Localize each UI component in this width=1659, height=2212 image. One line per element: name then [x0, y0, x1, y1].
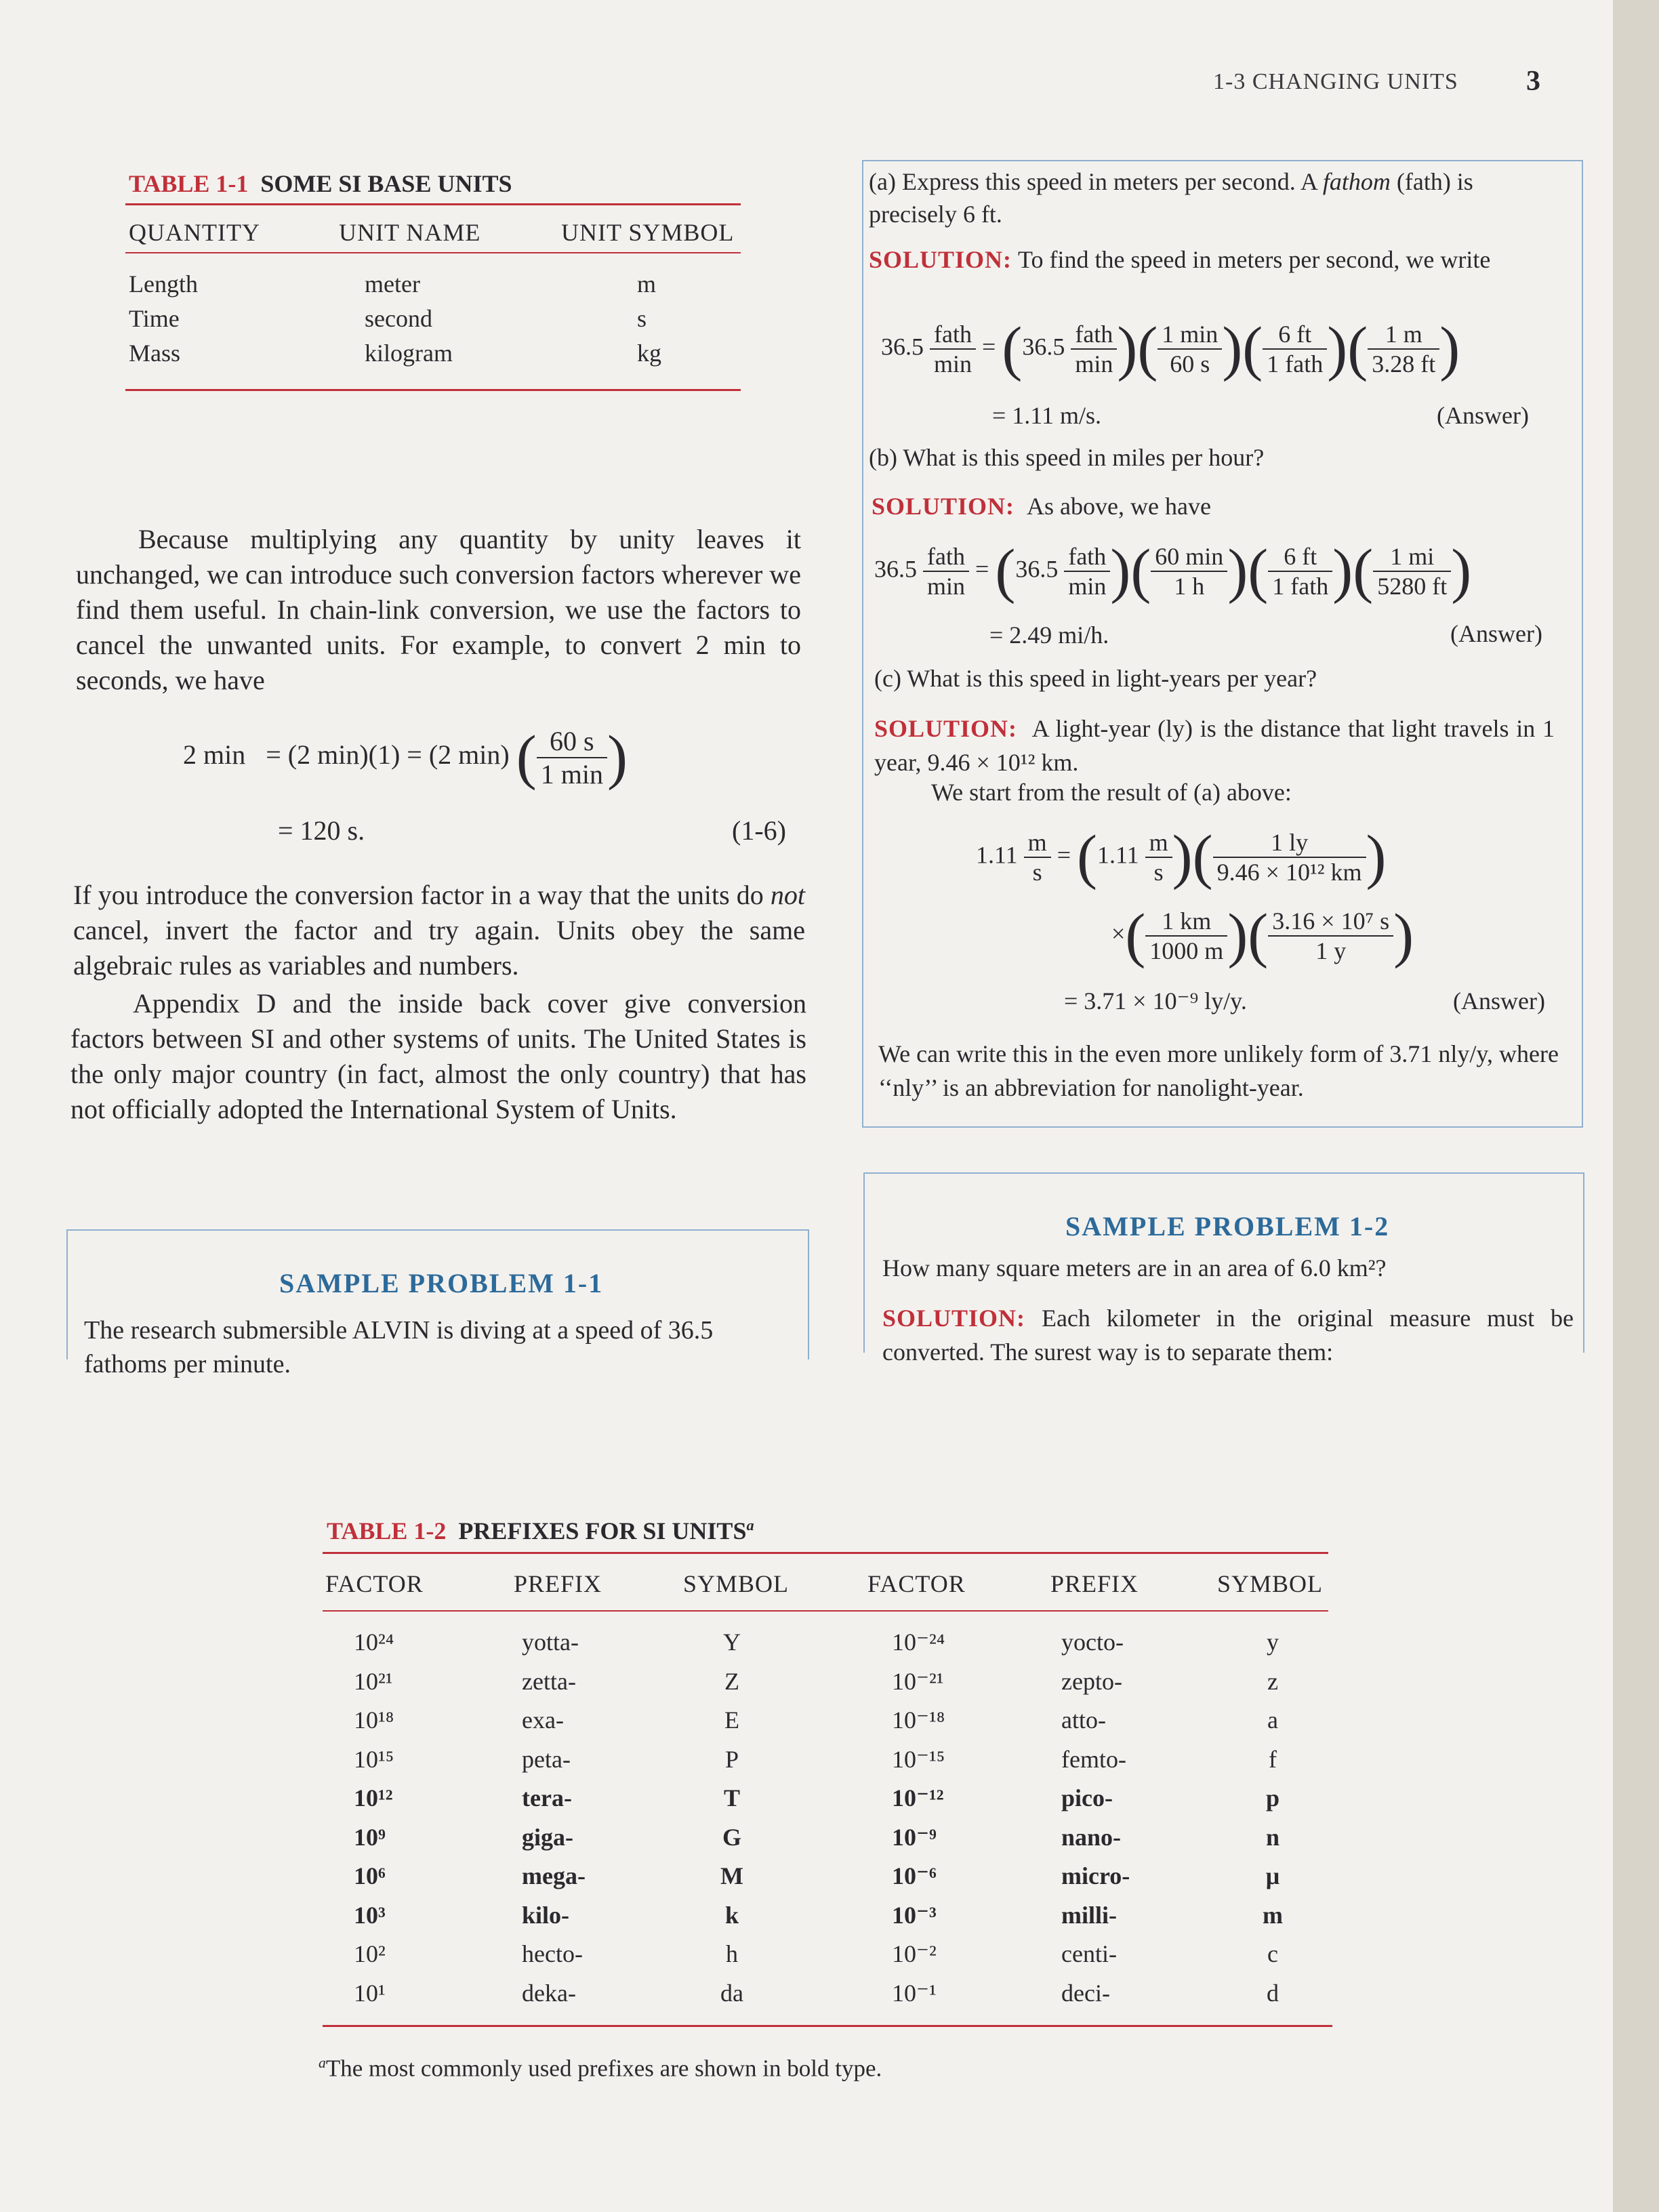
table-cell: n — [1265, 1823, 1280, 1851]
table-cell: d — [1267, 1979, 1279, 2007]
part-c-note: We can write this in the even more unlikely form of 3.71 nly/y, where ‘‘nly’’ is an abbreviation for nanolight-year. — [878, 1040, 1559, 1101]
table-cell: 10² — [354, 1940, 386, 1967]
table-cell: 10²⁴ — [354, 1629, 394, 1656]
table-cell: 10⁻¹⁵ — [892, 1745, 945, 1773]
part-b-question: (b) What is this speed in miles per hour? — [869, 444, 1265, 471]
table-cell: giga- — [522, 1823, 573, 1851]
equation-result: = 120 s. — [278, 815, 365, 846]
table-cell: μ — [1265, 1862, 1280, 1889]
sample-problem-title: SAMPLE PROBLEM 1-1 — [279, 1268, 604, 1298]
table-label: TABLE 1-2 — [327, 1517, 447, 1544]
table-cell: yotta- — [522, 1629, 579, 1656]
sample-problem-text: The research submersible ALVIN is diving at a speed of 36.5 fathoms per minute. — [84, 1316, 714, 1378]
table-cell: 10⁻³ — [892, 1901, 937, 1929]
table-cell: m — [637, 270, 657, 298]
table-cell: hecto- — [522, 1940, 583, 1967]
table-cell: pico- — [1061, 1784, 1113, 1811]
table-cell: p — [1265, 1784, 1280, 1811]
table-cell: Z — [724, 1667, 739, 1695]
table-cell: 10⁻²⁴ — [892, 1629, 945, 1656]
table-cell: meter — [365, 270, 420, 298]
table-cell: 10⁻⁹ — [892, 1823, 937, 1851]
table-cell: deci- — [1061, 1979, 1110, 2007]
column-header: FACTOR — [867, 1570, 966, 1597]
table-cell: s — [637, 305, 647, 332]
page-number: 3 — [1526, 66, 1540, 97]
column-header: PREFIX — [1050, 1570, 1139, 1597]
table-cell: z — [1267, 1667, 1278, 1695]
table-cell: zepto- — [1061, 1667, 1122, 1695]
answer-label: (Answer) — [1453, 987, 1545, 1015]
table-cell: 10⁻¹² — [892, 1784, 944, 1811]
table-cell: 10⁻⁶ — [892, 1862, 937, 1889]
part-c-solution: SOLUTION: A light-year (ly) is the distance that light travels in 1 year, 9.46 × 10¹² km. — [874, 715, 1555, 776]
table-cell: 10⁻² — [892, 1940, 937, 1967]
table-cell: G — [722, 1823, 742, 1851]
answer-label: (Answer) — [1450, 620, 1542, 647]
table-cell: 10¹⁵ — [354, 1745, 394, 1773]
table-cell: centi- — [1061, 1940, 1117, 1967]
table-cell: da — [720, 1979, 743, 2007]
table-cell: kilogram — [365, 340, 453, 367]
part-c-question: (c) What is this speed in light-years per year? — [874, 665, 1317, 692]
table-cell: 10²¹ — [354, 1667, 393, 1695]
equation-1-6: 2 min = (2 min)(1) = (2 min) ( $\frac{60 s}{1 \min}$ ) — [183, 724, 628, 791]
table-cell: f — [1269, 1745, 1277, 1773]
column-header: PREFIX — [514, 1570, 602, 1597]
part-a-question: (a) Express this speed in meters per second. A fathom (fath) is precisely 6 ft. — [869, 168, 1473, 228]
table-1-2-caption: TABLE 1-2 PREFIXES FOR SI UNITS$^a$ — [327, 1517, 754, 1544]
table-cell: kilo- — [522, 1901, 570, 1929]
table-cell: zetta- — [522, 1667, 576, 1695]
table-cell: 10⁻¹⁸ — [892, 1706, 945, 1734]
equation-result: = 1.11 m/s. — [992, 402, 1101, 429]
table-rule — [125, 252, 741, 253]
table-cell: milli- — [1061, 1901, 1117, 1929]
table-cell: 10¹² — [354, 1784, 393, 1811]
equation-part-c: 1.11 $\frac{m}{s}$ = (1.11 $\frac{m}{s}$ )( $\frac{1 ly}{\text{9.46 × 10¹² km}}$ ) — [976, 823, 1387, 890]
table-cell: c — [1267, 1940, 1278, 1967]
table-cell: P — [724, 1745, 739, 1773]
equation-result: = 3.71 × 10⁻⁹ ly/y. — [1064, 987, 1247, 1015]
table-cell: deka- — [522, 1979, 576, 2007]
part-b-solution: SOLUTION: As above, we have — [872, 493, 1211, 520]
table-cell: atto- — [1061, 1706, 1106, 1734]
sample-problem-question: How many square meters are in an area of 6.0 km²? — [882, 1254, 1387, 1282]
table-cell: E — [724, 1706, 739, 1734]
table-cell: 10⁹ — [354, 1823, 386, 1851]
table-cell: tera- — [522, 1784, 572, 1811]
table-cell: h — [726, 1940, 738, 1967]
table-cell: y — [1267, 1629, 1279, 1656]
table-cell: k — [724, 1901, 739, 1929]
column-header: UNIT NAME — [339, 219, 481, 246]
table-cell: 10⁻²¹ — [892, 1667, 944, 1695]
answer-label: (Answer) — [1437, 402, 1529, 429]
table-cell: nano- — [1061, 1823, 1122, 1851]
table-cell: T — [723, 1784, 741, 1811]
equation-result: = 2.49 mi/h. — [989, 621, 1109, 649]
table-title: SOME SI BASE UNITS — [260, 170, 512, 197]
table-cell: kg — [637, 340, 661, 367]
table-cell: Time — [129, 305, 180, 332]
running-header: 1-3 CHANGING UNITS — [1213, 69, 1458, 94]
table-cell: Mass — [129, 340, 181, 367]
paragraph: If you introduce the conversion factor in a way that the units do not cancel, invert the factor and try again. Units obey the same algebraic rules as variables and numbers. — [73, 880, 805, 981]
part-a-solution: SOLUTION: To find the speed in meters per second, we write — [869, 246, 1491, 273]
equation-number: (1-6) — [732, 815, 786, 846]
table-cell: Length — [129, 270, 198, 298]
equation-part-a: 36.5 $\frac{\text{fath}}{\min}$ = (36.5 $\frac{\text{fath}}{\min}$ )( $\frac{1 \min}{60 s}$ )( $\frac{6 ft}{\text{1 fath}}$ )( $\frac{1 m}{3.28 ft}$ ) — [881, 315, 1460, 382]
part-c-start: We start from the result of (a) above: — [931, 779, 1292, 806]
table-rule — [323, 1552, 1328, 1554]
table-cell: M — [720, 1862, 743, 1889]
table-1-1-caption — [129, 169, 512, 198]
column-header: FACTOR — [325, 1570, 424, 1597]
sample-problem-title: SAMPLE PROBLEM 1-2 — [1065, 1211, 1390, 1242]
table-cell: Y — [723, 1629, 741, 1656]
table-label: TABLE 1-1 — [129, 170, 249, 197]
table-footnote: $^a$The most commonly used prefixes are shown in bold type. — [319, 2055, 882, 2082]
table-cell: 10⁻¹ — [892, 1979, 937, 2007]
table-cell: peta- — [522, 1745, 571, 1773]
table-rule — [125, 389, 741, 391]
table-rule — [323, 2025, 1332, 2027]
equation-part-b: 36.5 $\frac{\text{fath}}{\min}$ = (36.5 $\frac{\text{fath}}{\min}$ )( $\frac{60 \min}{1 h}$ )( $\frac{6 ft}{\text{1 fath}}$ )( $\frac{1 mi}{5280 ft}$ ) — [874, 537, 1472, 605]
table-cell: 10³ — [354, 1901, 386, 1929]
table-cell: yocto- — [1061, 1629, 1124, 1656]
table-rule — [323, 1610, 1328, 1612]
column-header: SYMBOL — [683, 1570, 790, 1597]
equation-part-c-line2: ×( $\frac{1 km}{1000 m}$ )( $\frac{\text{3.16 × 10⁷ s}}{1 y}$ ) — [1111, 902, 1414, 969]
table-cell: exa- — [522, 1706, 564, 1734]
table-rule — [125, 203, 741, 205]
table-cell: micro- — [1061, 1862, 1130, 1889]
table-cell: second — [365, 305, 432, 332]
table-cell: m — [1263, 1901, 1283, 1929]
table-cell: 10¹ — [354, 1979, 386, 2007]
paragraph: Appendix D and the inside back cover give conversion factors between SI and other systems of units. The United States is the only major country (in fact, almost the only country) that has not officially adopted the International System of Units. — [70, 988, 806, 1124]
table-title: PREFIXES FOR SI UNITS — [458, 1517, 747, 1544]
table-cell: 10⁶ — [354, 1862, 386, 1889]
table-cell: a — [1267, 1706, 1278, 1734]
table-cell: femto- — [1061, 1745, 1126, 1773]
sample-problem-solution: SOLUTION: Each kilometer in the original measure must be converted. The surest way is to separate them: — [882, 1305, 1574, 1366]
column-header: SYMBOL — [1217, 1570, 1324, 1597]
column-header: QUANTITY — [129, 219, 260, 246]
paragraph: Because multiplying any quantity by unity leaves it unchanged, we can introduce such conversion factors wherever we find them useful. In chain-link conversion, we use the factors to cancel the unwanted units. For example, to convert 2 min to seconds, we have — [76, 524, 801, 695]
column-header: UNIT SYMBOL — [561, 219, 735, 246]
table-cell: 10¹⁸ — [354, 1706, 394, 1734]
table-cell: mega- — [522, 1862, 586, 1889]
